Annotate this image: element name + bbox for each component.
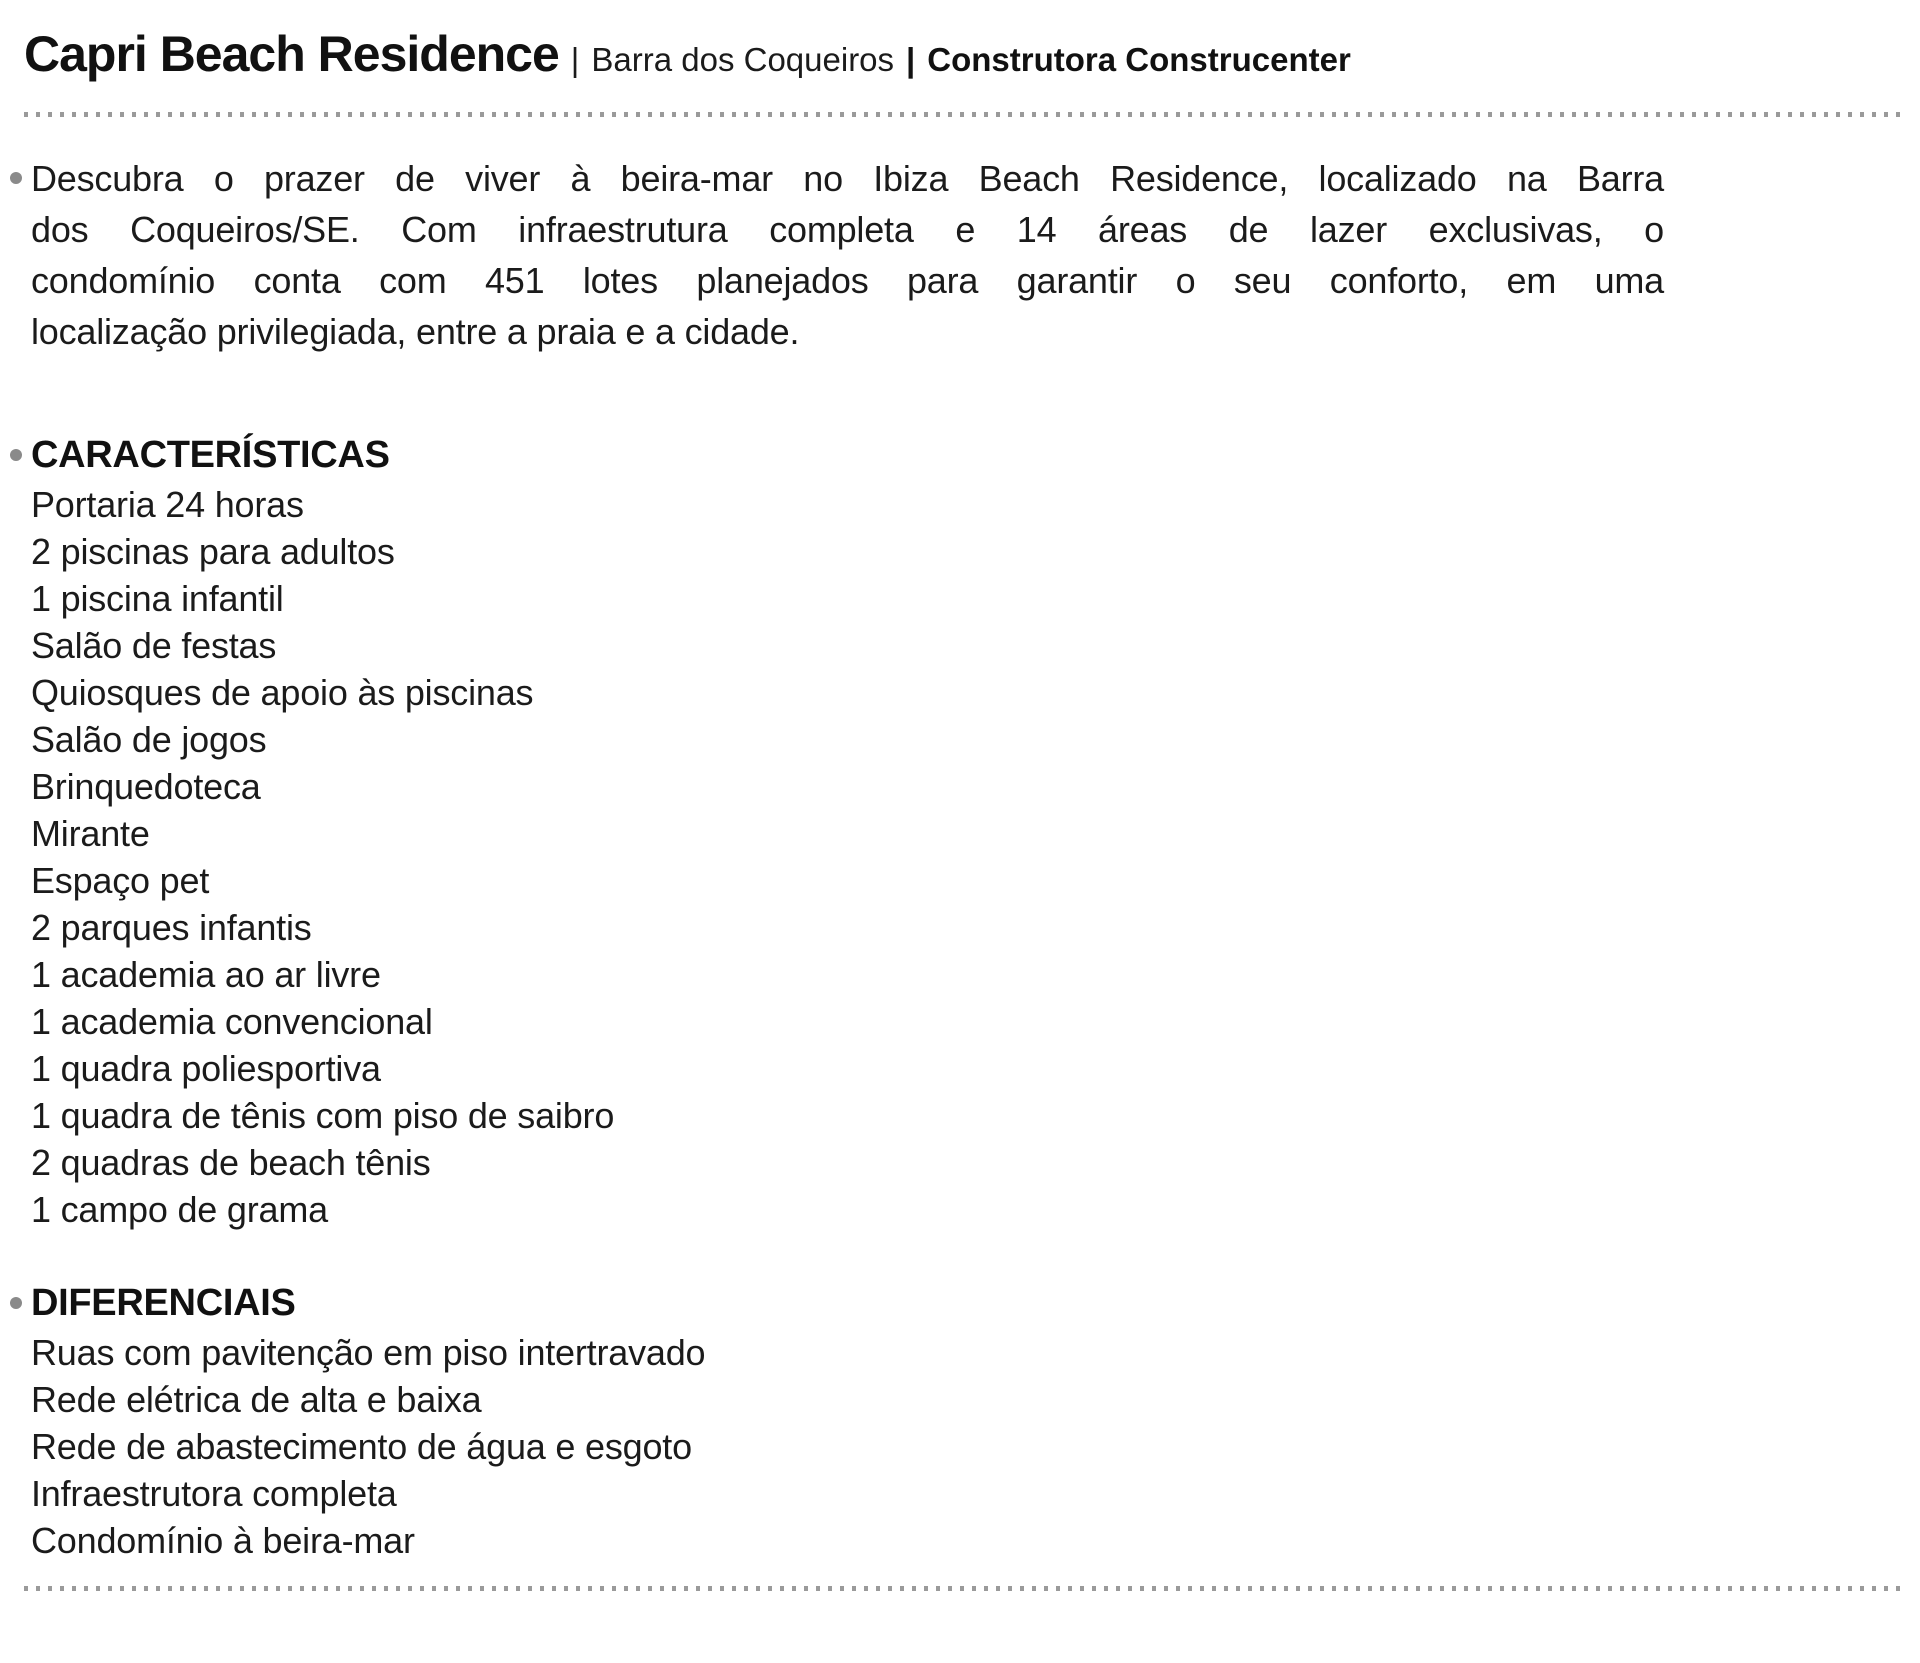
dotted-separator-bottom [24,1586,1904,1591]
diferenciais-list [31,1329,1920,1564]
list-item: Infraestrutora completa [31,1473,397,1514]
list-item: 2 quadras de beach tênis [31,1142,431,1183]
list-item: 1 academia ao ar livre [31,954,381,995]
bullet-icon [10,1297,22,1309]
list-item: Ruas com pavitenção em piso intertravado [31,1332,706,1373]
section-caracteristicas [0,429,1920,1233]
list-item: Rede elétrica de alta e baixa [31,1379,482,1420]
description-line: condomínio conta com 451 lotes planejados para garantir o seu conforto, em uma [31,260,1664,301]
description-line: Descubra o prazer de viver à beira-mar no Ibiza Beach Residence, localizado na Barra [31,158,1664,199]
section-title: DIFERENCIAIS [31,1282,296,1324]
list-item: 1 quadra de tênis com piso de saibro [31,1095,615,1136]
description-text [31,153,1664,357]
pipe-divider: | [570,41,580,78]
pipe-divider: | [906,41,916,78]
list-item: Rede de abastecimento de água e esgoto [31,1426,692,1467]
header-location: Barra dos Coqueiros [591,41,895,78]
section-heading-row [10,429,1920,481]
list-item: 1 piscina infantil [31,578,284,619]
list-item: Mirante [31,813,150,854]
header-builder: Construtora Construcenter [927,41,1351,78]
caracteristicas-list [31,481,1920,1233]
list-item: Quiosques de apoio às piscinas [31,672,534,713]
list-item: 2 piscinas para adultos [31,531,395,572]
header [0,0,1920,84]
list-item: 1 academia convencional [31,1001,433,1042]
section-diferenciais [0,1277,1920,1564]
list-item: Brinquedoteca [31,766,261,807]
list-item: Espaço pet [31,860,210,901]
description-line: localização privilegiada, entre a praia e a cidade. [31,311,800,352]
bullet-icon [10,172,22,184]
list-item: Portaria 24 horas [31,484,304,525]
section-title: CARACTERÍSTICAS [31,434,390,476]
list-item: 1 quadra poliesportiva [31,1048,381,1089]
description-line: dos Coqueiros/SE. Com infraestrutura completa e 14 áreas de lazer exclusivas, o [31,209,1664,250]
bullet-icon [10,449,22,461]
page-title: Capri Beach Residence [24,26,559,82]
list-item: Condomínio à beira-mar [31,1520,415,1561]
list-item: 2 parques infantis [31,907,312,948]
dotted-separator-top [24,112,1904,117]
list-item: Salão de jogos [31,719,267,760]
list-item: 1 campo de grama [31,1189,328,1230]
section-heading-row [10,1277,1920,1329]
list-item: Salão de festas [31,625,277,666]
description-block [10,153,1664,357]
